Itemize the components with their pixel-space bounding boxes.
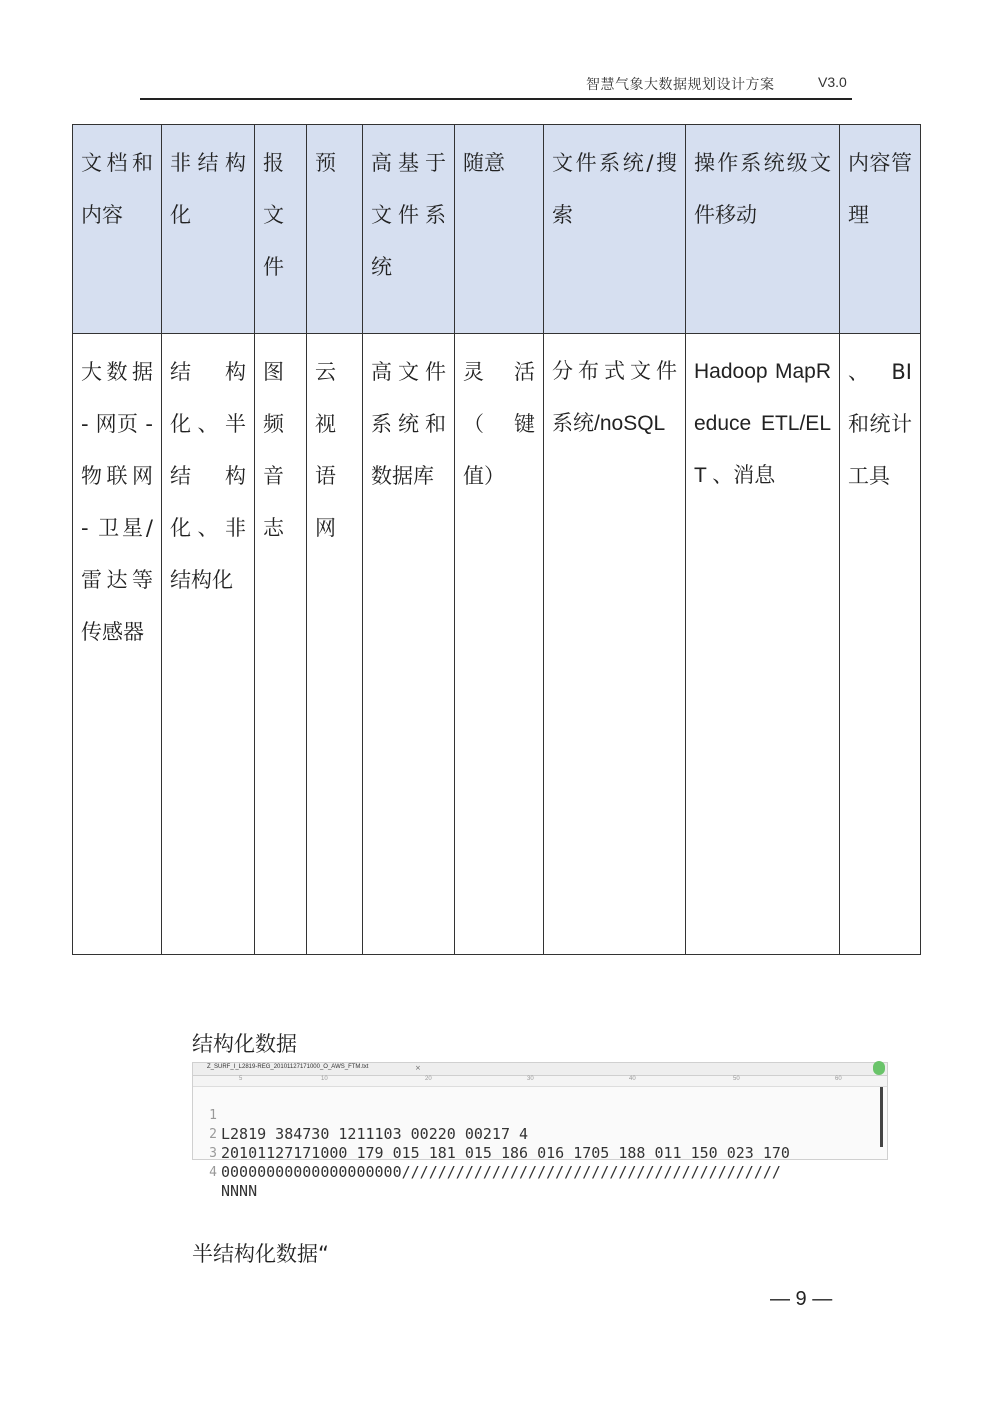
line-number: 2: [209, 1127, 217, 1142]
table-header-cell: 内容管理: [840, 125, 921, 334]
editor-ruler: [193, 1076, 887, 1087]
table-cell: 分布式文件系统/noSQL: [544, 334, 686, 955]
text-editor-screenshot: [192, 1062, 888, 1200]
line-number: 4: [209, 1165, 217, 1180]
editor-content[interactable]: [193, 1087, 887, 1200]
table-cell: 大数据 - 网页 - 物联网 - 卫星/雷达等传感器: [73, 334, 162, 955]
table-header-cell: 高基于文件系统: [363, 125, 455, 334]
ruler-tick: 5: [239, 1076, 243, 1082]
semi-structured-data-caption: 半结构化数据“: [192, 1242, 329, 1266]
header-rule: [140, 98, 852, 100]
page-number: — 9 —: [770, 1288, 833, 1310]
table-cell: 、 BI 和统计工具: [840, 334, 921, 955]
line-number: 1: [209, 1108, 217, 1123]
table-cell: Hadoop MapReduce ETL/ELT 、消息: [686, 334, 840, 955]
code-line: [193, 1087, 887, 1143]
ruler-tick: 50: [733, 1076, 740, 1082]
table-cell: 图 频 音 志: [255, 334, 307, 955]
table-header-cell: 预: [307, 125, 363, 334]
table-header-cell: 非结构化: [162, 125, 255, 334]
code-text: L2819 384730 1211103 00220 00217 4: [221, 1125, 529, 1143]
header-version: V3.0: [818, 74, 847, 90]
editor-tab[interactable]: Z_SURF_I_L2819-REG_20101127171000_O_AWS_FTM.txt: [207, 1064, 369, 1070]
code-text: 00000000000000000000//////////////////////////////////////////: [221, 1163, 781, 1181]
structured-data-caption: 结构化数据: [192, 1032, 297, 1056]
table-cell: 云 视 语 网: [307, 334, 363, 955]
table-header-row: [73, 125, 921, 334]
status-ok-icon: [873, 1061, 885, 1075]
table-header-cell: 操作系统级文件移动: [686, 125, 840, 334]
code-text: NNNN: [221, 1182, 258, 1200]
table-header-cell: 随意: [455, 125, 544, 334]
ruler-tick: 40: [629, 1076, 636, 1082]
ruler-tick: 30: [527, 1076, 534, 1082]
code-text: 20101127171000 179 015 181 015 186 016 1705 188 011 150 023 170: [221, 1144, 790, 1162]
close-icon[interactable]: ×: [415, 1064, 421, 1072]
table-header-cell: 文档和内容: [73, 125, 162, 334]
table-header-cell: 文件系统/搜索: [544, 125, 686, 334]
data-comparison-table: [72, 124, 921, 955]
table-cell: 灵活（键值）: [455, 334, 544, 955]
table-row: [73, 334, 921, 955]
table-cell: 高文件系统和数据库: [363, 334, 455, 955]
editor-tab-bar: [193, 1063, 887, 1076]
table-header-cell: 报文件: [255, 125, 307, 334]
ruler-tick: 10: [321, 1076, 328, 1082]
ruler-tick: 60: [835, 1076, 842, 1082]
table-cell: 结构化、半结构化、非结构化: [162, 334, 255, 955]
header-title: 智慧气象大数据规划设计方案: [586, 77, 775, 93]
ruler-tick: 20: [425, 1076, 432, 1082]
text-cursor: [880, 1087, 883, 1147]
line-number: 3: [209, 1146, 217, 1161]
